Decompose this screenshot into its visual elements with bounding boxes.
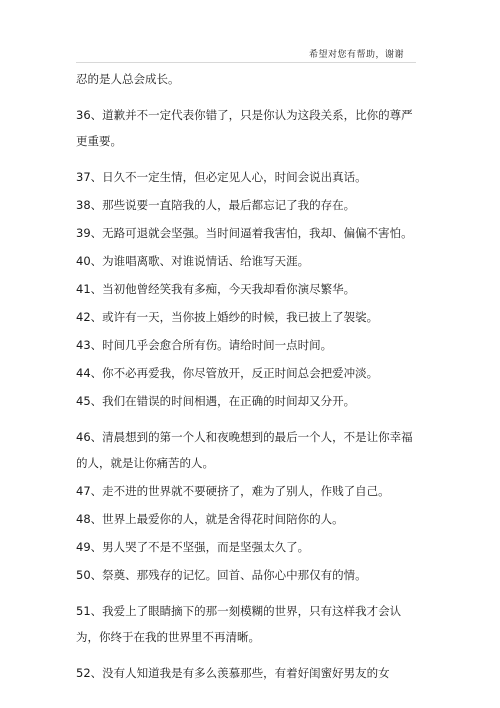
quote-item-38: 38、那些说要一直陪我的人，最后都忘记了我的存在。 bbox=[76, 198, 356, 212]
quote-item-43: 43、时间几乎会愈合所有伤。请给时间一点时间。 bbox=[76, 338, 333, 352]
quote-item-47: 47、走不进的世界就不要硬挤了，难为了别人，作贱了自己。 bbox=[76, 484, 390, 498]
quote-item-51: 51、我爱上了眼睛摘下的那一刻模糊的世界，只有这样我才会认为，你终于在我的世界里不再清晰。 bbox=[76, 604, 402, 644]
quote-item-44: 44、你不必再爱我，你尽管放开，反正时间总会把爱冲淡。 bbox=[76, 366, 379, 380]
quote-item-42: 42、或许有一天，当你披上婚纱的时候，我已披上了袈裟。 bbox=[76, 310, 379, 324]
quote-item-39: 39、无路可退就会坚强。当时间逼着我害怕，我却、偏偏不害怕。 bbox=[76, 226, 413, 240]
paragraph-continuation: 忍的是人总会成长。 bbox=[76, 72, 180, 86]
quote-item-45: 45、我们在错误的时间相遇，在正确的时间却又分开。 bbox=[76, 394, 356, 408]
quote-item-50: 50、祭奠、那残存的记忆。回首、品你心中那仅有的情。 bbox=[76, 568, 367, 582]
header-divider bbox=[76, 62, 416, 63]
quote-item-37: 37、日久不一定生情，但必定见人心，时间会说出真话。 bbox=[76, 170, 367, 184]
quote-item-46: 46、清晨想到的第一个人和夜晚想到的最后一个人，不是让你幸福的人，就是让你痛苦的人。 bbox=[76, 430, 413, 470]
quote-item-52: 52、没有人知道我是有多么羡慕那些，有着好闺蜜好男友的女 bbox=[76, 666, 390, 680]
document-body bbox=[76, 66, 418, 686]
quote-item-48: 48、世界上最爱你的人，就是舍得花时间陪你的人。 bbox=[76, 512, 344, 526]
quote-item-41: 41、当初他曾经笑我有多痴，今天我却看你演尽繁华。 bbox=[76, 282, 356, 296]
quote-item-36: 36、道歉并不一定代表你错了，只是你认为这段关系，比你的尊严更重要。 bbox=[76, 108, 413, 148]
header-note: 希望对您有帮助，谢谢 bbox=[308, 50, 404, 60]
quote-item-40: 40、为谁唱离歌、对谁说情话、给谁写天涯。 bbox=[76, 254, 310, 268]
quote-item-49: 49、男人哭了不是不坚强，而是坚强太久了。 bbox=[76, 540, 310, 554]
